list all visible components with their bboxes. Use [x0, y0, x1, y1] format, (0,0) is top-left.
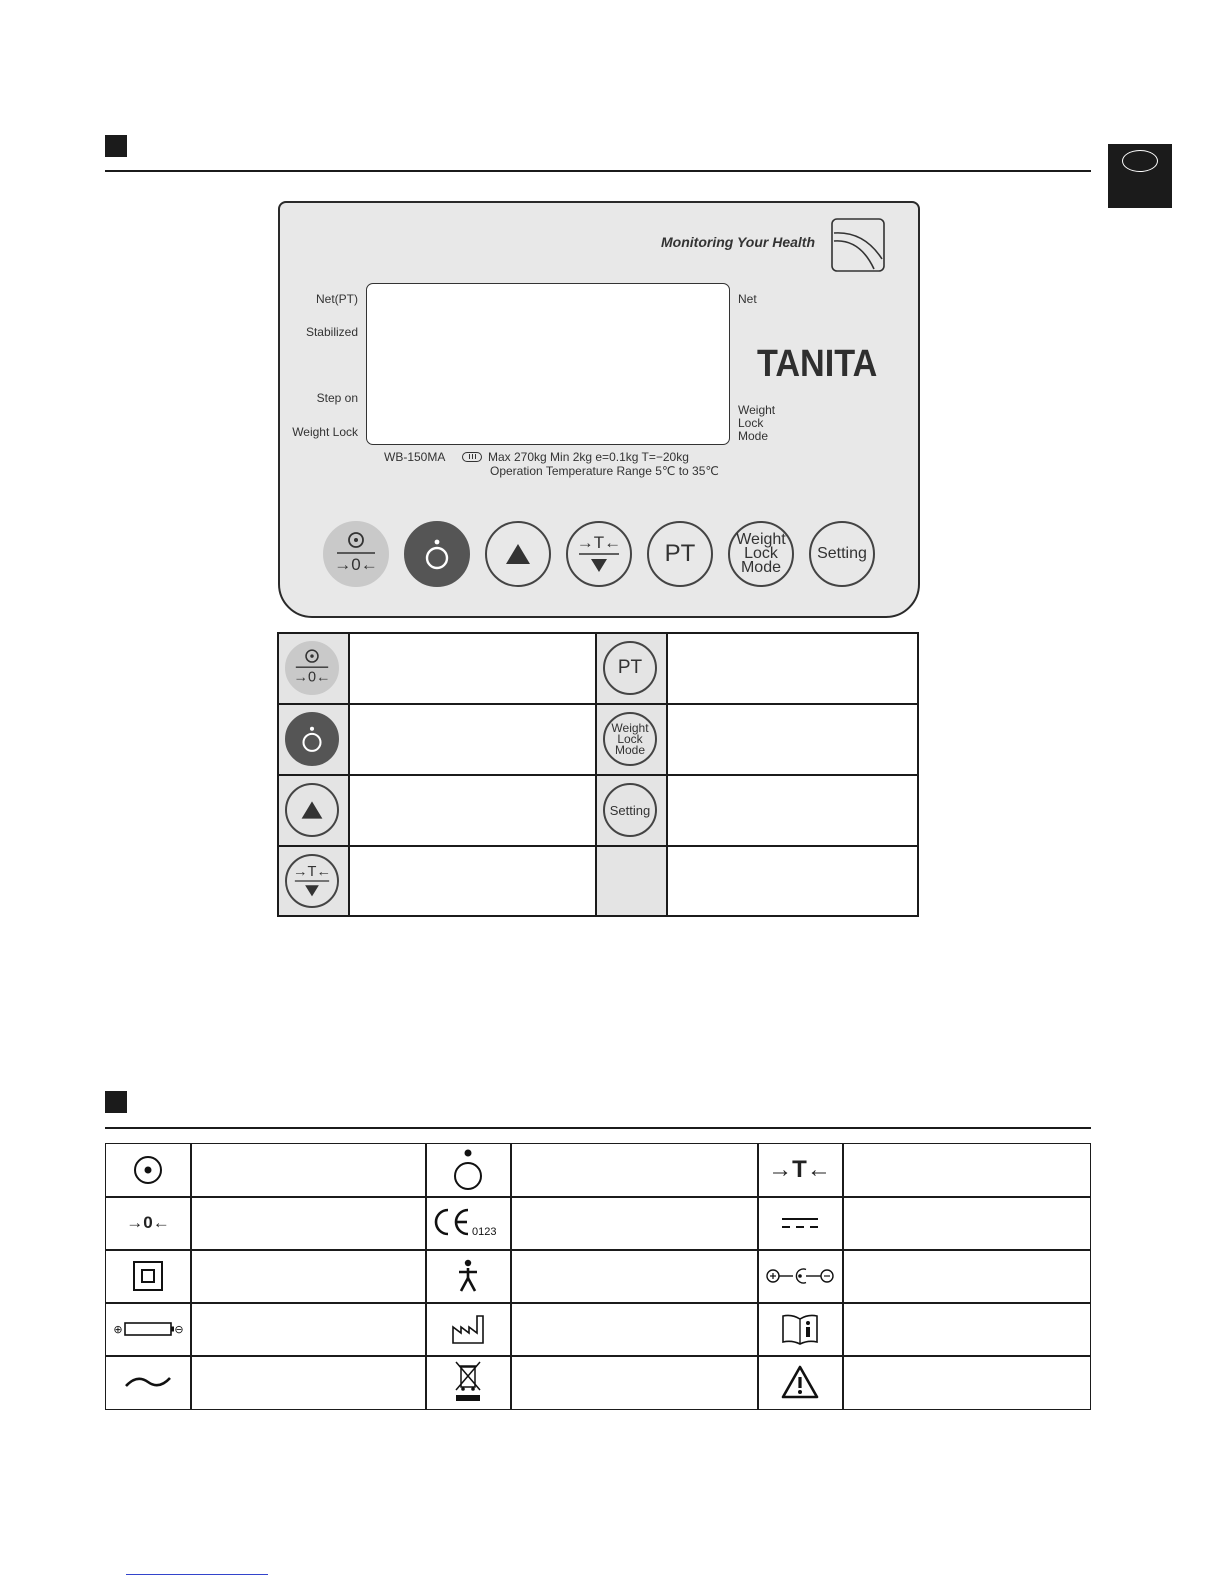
dc-polarity-icon	[757, 1249, 842, 1302]
section-marker-2	[105, 1091, 127, 1113]
section-rule-1	[105, 170, 1091, 172]
consult-instructions-icon	[757, 1302, 842, 1355]
indicator-label-net: Net	[738, 292, 757, 306]
weee-bin-icon	[425, 1355, 510, 1409]
key-table	[277, 632, 919, 917]
direct-current-icon	[757, 1196, 842, 1249]
wlm-line-3: Mode	[738, 429, 769, 443]
power-icon	[417, 534, 457, 574]
power-symbol-icon	[425, 1144, 510, 1196]
model-number: WB-150MA	[384, 450, 446, 464]
battery-icon	[106, 1302, 190, 1355]
spec-line-1: Max 270kg Min 2kg e=0.1kg T=−20kg	[488, 450, 689, 464]
brand-name: TANITA	[757, 343, 878, 385]
wlm-line-1: Weight	[738, 403, 776, 417]
accuracy-class-iii-icon	[462, 452, 482, 462]
wlm-line-2: Lock	[738, 416, 764, 430]
weight-lock-mode-button[interactable]	[728, 521, 794, 587]
indicator-label-net-pt: Net(PT)	[316, 292, 358, 306]
gross-weight-symbol-icon	[106, 1144, 190, 1196]
warning-icon	[757, 1355, 842, 1409]
type-b-applied-part-icon	[425, 1249, 510, 1302]
setting-button-label: Setting	[817, 545, 867, 562]
key-power-icon	[285, 712, 339, 766]
zero-symbol-icon-2: →0←	[126, 1212, 170, 1232]
control-panel	[278, 201, 920, 618]
key-pt-icon: PT	[603, 641, 657, 695]
key-weight-lock-mode-icon: Weight Lock Mode	[603, 712, 657, 766]
tagline: Monitoring Your Health	[661, 234, 815, 250]
section-rule-2	[105, 1127, 1091, 1129]
up-button[interactable]	[485, 521, 551, 587]
specifications	[462, 450, 719, 478]
up-triangle-icon	[503, 539, 533, 569]
key-zero-icon	[285, 641, 339, 695]
tare-down-button[interactable]	[566, 521, 632, 587]
indicator-label-step-on: Step on	[316, 391, 358, 405]
class-ii-equipment-icon	[106, 1249, 190, 1302]
tare-symbol-text: →T←	[576, 533, 622, 552]
pt-button-label: PT	[664, 540, 696, 567]
svg-text:0123: 0123	[471, 1225, 496, 1238]
brand-logo-icon	[830, 217, 886, 273]
alternating-current-icon	[106, 1355, 190, 1409]
setting-button[interactable]	[809, 521, 875, 587]
weight-lock-mode-label: Weight Lock Mode	[736, 531, 786, 576]
section-marker-1	[105, 135, 127, 157]
pt-button[interactable]	[647, 521, 713, 587]
tare-down-icon	[571, 526, 627, 582]
footer-underline	[126, 1574, 268, 1575]
language-tab	[1108, 144, 1172, 208]
ce-mark-icon	[425, 1196, 510, 1249]
zero-symbol-text: →0←	[334, 555, 378, 574]
manufacturer-factory-icon	[425, 1302, 510, 1355]
key-setting-icon: Setting	[603, 783, 657, 837]
zero-symbol-icon	[329, 527, 383, 581]
tare-symbol-icon: →T←	[768, 1156, 831, 1183]
svg-text:⊕: ⊕	[113, 1322, 123, 1336]
indicator-label-weight-lock-mode	[738, 404, 775, 443]
lcd-display	[366, 283, 730, 445]
key-tare-down-icon	[285, 854, 339, 908]
power-button[interactable]	[404, 521, 470, 587]
spec-line-2: Operation Temperature Range 5℃ to 35℃	[490, 464, 719, 478]
svg-text:⊖: ⊖	[174, 1322, 184, 1336]
svg-text:→0←: →0←	[293, 669, 331, 686]
svg-text:→T←: →T←	[292, 863, 332, 880]
indicator-label-weight-lock: Weight Lock	[292, 425, 358, 439]
key-up-icon	[285, 783, 339, 837]
language-oval-icon	[1122, 150, 1158, 172]
indicator-label-stabilized: Stabilized	[305, 325, 358, 339]
zero-button[interactable]	[323, 521, 389, 587]
symbols-table	[105, 1143, 1091, 1410]
